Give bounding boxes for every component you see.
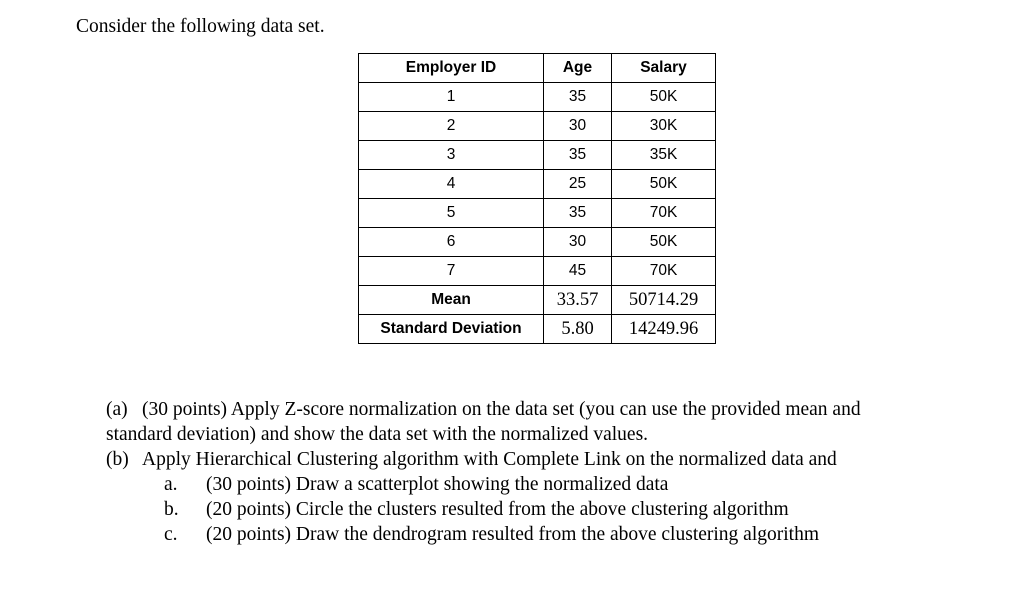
header-age: Age	[544, 54, 612, 83]
cell-age: 30	[544, 228, 612, 257]
sub-question	[106, 497, 861, 522]
sub-question-text: (20 points) Circle the clusters resulted from the above clustering algorithm	[206, 499, 789, 520]
cell-salary: 50K	[612, 170, 716, 199]
cell-salary: 35K	[612, 141, 716, 170]
table-row	[359, 112, 716, 141]
cell-id: 2	[359, 112, 544, 141]
summary-salary: 50714.29	[612, 286, 716, 315]
question-label: (a)	[106, 399, 128, 420]
cell-id: 4	[359, 170, 544, 199]
table-row	[359, 228, 716, 257]
cell-id: 7	[359, 257, 544, 286]
cell-age: 35	[544, 83, 612, 112]
questions	[106, 397, 861, 547]
table-row	[359, 141, 716, 170]
table-row	[359, 199, 716, 228]
summary-label: Standard Deviation	[359, 315, 544, 344]
cell-id: 3	[359, 141, 544, 170]
cell-age: 35	[544, 199, 612, 228]
table-row	[359, 170, 716, 199]
question-b	[106, 447, 861, 472]
question-label: (b)	[106, 449, 129, 470]
cell-salary: 70K	[612, 199, 716, 228]
data-table	[358, 53, 716, 344]
summary-row-mean	[359, 286, 716, 315]
summary-label: Mean	[359, 286, 544, 315]
summary-salary: 14249.96	[612, 315, 716, 344]
table-header-row	[359, 54, 716, 83]
cell-id: 6	[359, 228, 544, 257]
table-row	[359, 257, 716, 286]
sub-question-label: b.	[164, 499, 179, 520]
header-salary: Salary	[612, 54, 716, 83]
cell-age: 25	[544, 170, 612, 199]
intro-text: Consider the following data set.	[76, 16, 325, 37]
sub-question	[106, 522, 861, 547]
sub-question	[106, 472, 861, 497]
cell-age: 35	[544, 141, 612, 170]
question-text: (30 points) Apply Z-score normalization on the data set (you can use the provided mean and	[142, 399, 861, 420]
question-a-continued: standard deviation) and show the data set with the normalized values.	[106, 424, 649, 445]
question-a	[106, 397, 861, 422]
sub-question-label: c.	[164, 524, 178, 545]
summary-age: 5.80	[544, 315, 612, 344]
cell-salary: 70K	[612, 257, 716, 286]
summary-row-std	[359, 315, 716, 344]
cell-age: 30	[544, 112, 612, 141]
question-text: Apply Hierarchical Clustering algorithm with Complete Link on the normalized data and	[142, 449, 837, 470]
cell-salary: 50K	[612, 83, 716, 112]
cell-salary: 30K	[612, 112, 716, 141]
cell-id: 1	[359, 83, 544, 112]
cell-age: 45	[544, 257, 612, 286]
sub-question-text: (30 points) Draw a scatterplot showing the normalized data	[206, 474, 669, 495]
summary-age: 33.57	[544, 286, 612, 315]
header-employer-id: Employer ID	[359, 54, 544, 83]
sub-question-label: a.	[164, 474, 178, 495]
table-row	[359, 83, 716, 112]
cell-salary: 50K	[612, 228, 716, 257]
sub-question-text: (20 points) Draw the dendrogram resulted from the above clustering algorithm	[206, 524, 819, 545]
cell-id: 5	[359, 199, 544, 228]
